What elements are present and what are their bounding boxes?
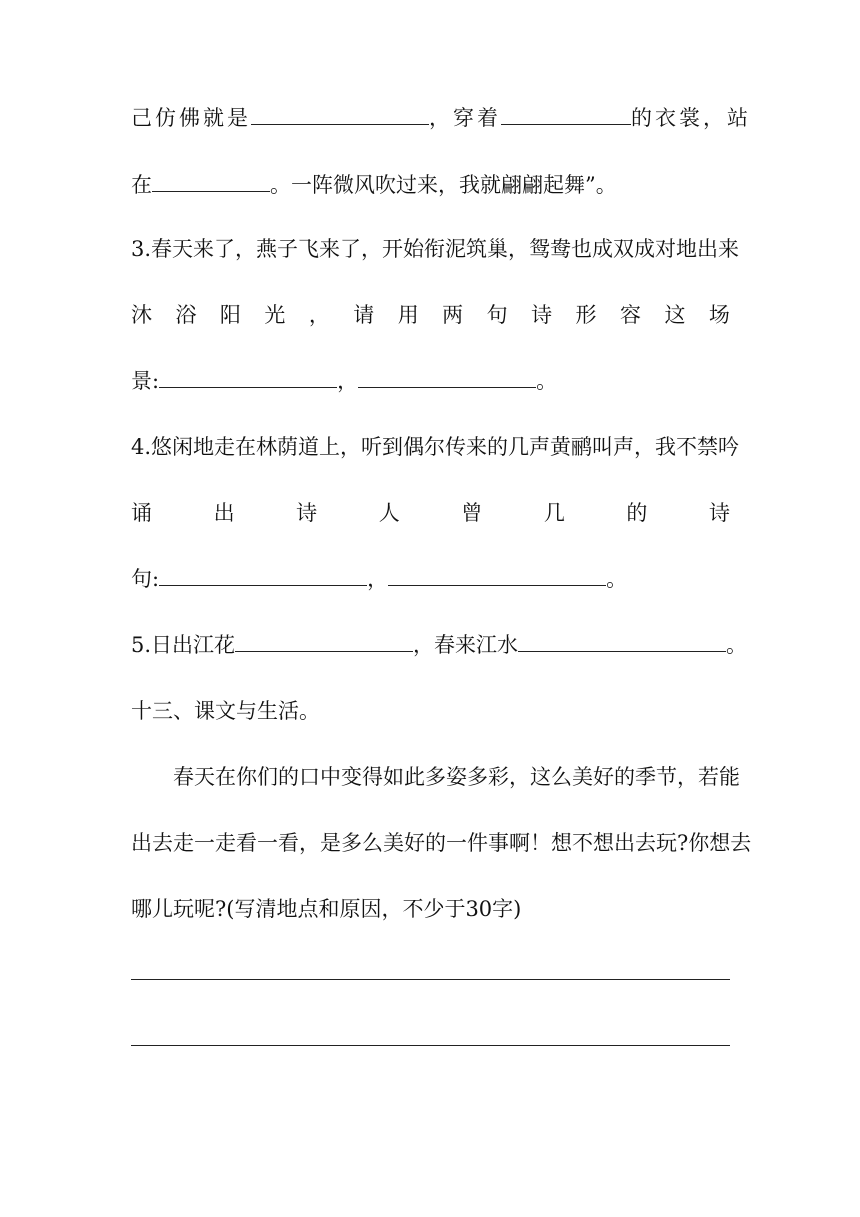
answer-blank[interactable] [518, 631, 726, 652]
answer-blank[interactable] [251, 104, 429, 125]
text-segment: 在 [131, 173, 152, 197]
text-segment: 句: [131, 567, 160, 591]
text-segment: 的衣裳，站 [631, 106, 751, 130]
spread-char: 阳 [219, 303, 241, 327]
answer-line[interactable] [131, 1045, 730, 1046]
text-segment: 己仿佛就是 [131, 106, 251, 130]
section-13-paragraph-line-2: 出去走一走看一看，是多么美好的一件事啊！想不想出去玩?你想去 [131, 831, 752, 855]
text-segment: 。 [726, 633, 748, 657]
section-13-paragraph-line-3: 哪儿玩呢?(写清地点和原因，不少于30字) [131, 897, 522, 921]
question-4-line-3 [131, 565, 730, 593]
spread-char: 诗 [296, 501, 318, 525]
section-13-heading: 十三、课文与生活。 [131, 699, 320, 723]
answer-blank[interactable] [159, 565, 367, 586]
text-segment: ， [337, 369, 359, 393]
spread-char: ， [308, 303, 330, 327]
spread-char: 光 [264, 303, 286, 327]
text-segment: 。一阵微风吹过来，我就翩翩起舞”。 [270, 173, 617, 197]
spread-char: 出 [213, 501, 235, 525]
spread-char: 用 [397, 303, 419, 327]
spread-char: 几 [543, 501, 565, 525]
text-segment: ，穿着 [429, 106, 501, 130]
spread-char: 请 [353, 303, 375, 327]
question-5 [131, 631, 748, 659]
spread-char: 诵 [131, 501, 152, 525]
spread-char: 场 [708, 303, 730, 327]
answer-blank[interactable] [159, 367, 337, 388]
answer-blank[interactable] [235, 631, 413, 652]
answer-blank[interactable] [152, 171, 270, 192]
spread-char: 曾 [461, 501, 483, 525]
answer-blank[interactable] [501, 104, 631, 125]
spread-char: 句 [486, 303, 508, 327]
text-segment: 。 [606, 567, 628, 591]
answer-blank[interactable] [358, 367, 536, 388]
spread-char: 诗 [531, 303, 553, 327]
spread-char: 沐 [131, 303, 152, 327]
section-13-paragraph-line-1: 春天在你们的口中变得如此多姿多彩，这么美好的季节，若能 [173, 765, 740, 789]
text-segment: 景: [131, 369, 160, 393]
text-segment: ，春来江水 [413, 633, 519, 657]
text-segment: 5.日出江花 [131, 633, 236, 657]
spread-char: 两 [442, 303, 464, 327]
question-3-line-1: 3.春天来了，燕子飞来了，开始衔泥筑巢，鸳鸯也成双成对地出来 [131, 237, 740, 261]
spread-char: 的 [626, 501, 648, 525]
question-4-line-2 [131, 499, 730, 527]
spread-char: 这 [664, 303, 686, 327]
spread-char: 诗 [708, 501, 730, 525]
text-segment: ， [367, 567, 389, 591]
spread-char: 浴 [175, 303, 197, 327]
question-3-line-2 [131, 301, 730, 329]
question-3-line-3 [131, 367, 730, 395]
spread-char: 容 [619, 303, 641, 327]
spread-char: 形 [575, 303, 597, 327]
fill-line-2 [131, 171, 730, 199]
question-4-line-1: 4.悠闲地走在林荫道上，听到偶尔传来的几声黄鹂叫声，我不禁吟 [131, 435, 740, 459]
text-segment: 。 [536, 369, 558, 393]
answer-blank[interactable] [388, 565, 606, 586]
answer-line[interactable] [131, 979, 730, 980]
spread-char: 人 [378, 501, 400, 525]
fill-line-1 [131, 104, 751, 132]
